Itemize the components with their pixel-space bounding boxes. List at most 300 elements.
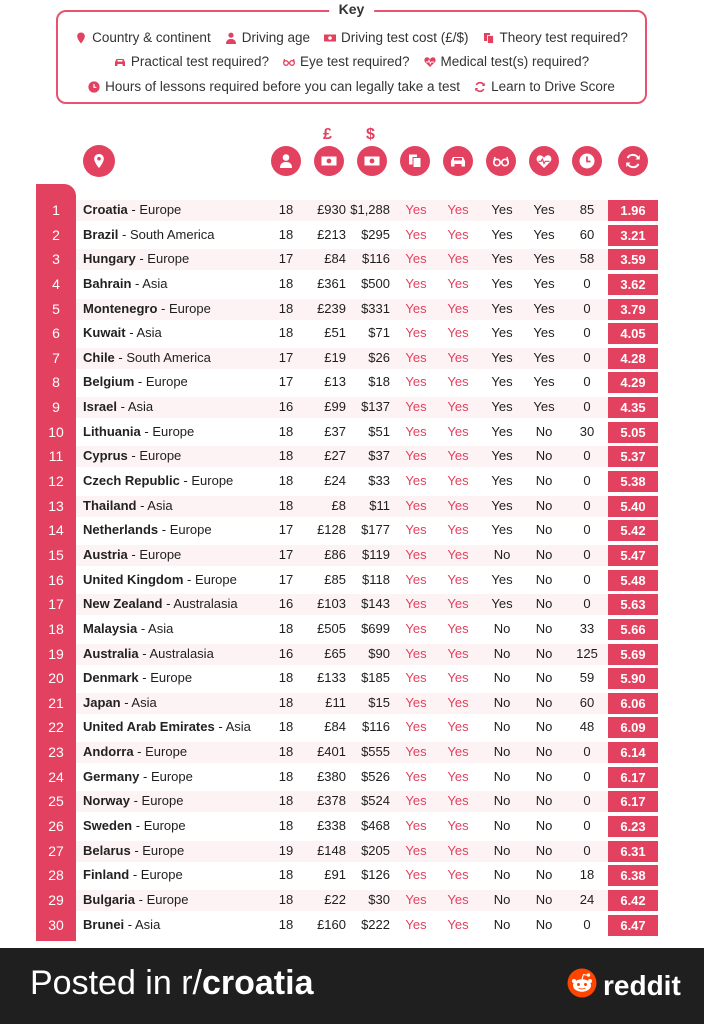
table-row	[36, 346, 666, 371]
country-name: Bahrain	[83, 275, 132, 291]
country-name: Chile	[83, 349, 115, 365]
gbp-cell: £401	[317, 744, 346, 760]
table-row	[36, 592, 666, 617]
eye-cell: No	[493, 916, 511, 932]
country-cell: Australia - Australasia	[83, 645, 214, 661]
rank-cell: 19	[48, 645, 64, 662]
score-cell: 4.05	[608, 323, 658, 344]
age-cell: 17	[278, 374, 294, 390]
country-name: Germany	[83, 768, 140, 784]
theory-cell: Yes	[405, 300, 427, 316]
practical-cell: Yes	[447, 374, 469, 390]
age-cell: 18	[278, 867, 294, 883]
rank-cell: 24	[48, 768, 64, 785]
rank-cell: 4	[52, 275, 60, 292]
table-row	[36, 223, 666, 248]
country-cell: Denmark - Europe	[83, 670, 193, 686]
rank-cell: 25	[48, 793, 64, 810]
eye-cell: No	[493, 620, 511, 636]
key-label: Country & continent	[92, 30, 211, 45]
rank-cell: 21	[48, 694, 64, 711]
age-cell: 18	[278, 620, 294, 636]
continent-name: Europe	[143, 818, 186, 834]
country-cell: Austria - Europe	[83, 546, 182, 562]
gbp-cell: £84	[324, 251, 346, 267]
usd-cell: $116	[362, 251, 390, 267]
hours-cell: 0	[583, 325, 591, 341]
country-name: Thailand	[83, 497, 137, 513]
country-name: Malaysia	[83, 620, 138, 636]
pound-symbol: £	[323, 126, 332, 143]
age-cell: 18	[278, 768, 294, 784]
continent-name: Australasia	[173, 596, 238, 612]
practical-cell: Yes	[447, 473, 469, 489]
theory-cell: Yes	[405, 374, 427, 390]
usd-cell: $555	[361, 744, 390, 760]
reddit-logo[interactable]	[567, 968, 681, 1003]
country-name: United Arab Emirates	[83, 719, 215, 735]
rank-cell: 14	[48, 522, 64, 539]
hours-cell: 0	[583, 522, 591, 538]
theory-cell: Yes	[405, 793, 427, 809]
usd-cell: $205	[361, 842, 390, 858]
hours-cell: 24	[579, 891, 595, 907]
gbp-cell: £37	[324, 423, 346, 439]
country-name: New Zealand	[83, 596, 163, 612]
theory-cell: Yes	[405, 916, 427, 932]
rank-cell: 7	[52, 349, 60, 366]
medical-cell: No	[535, 793, 553, 809]
medical-cell: No	[535, 768, 553, 784]
table-row	[36, 691, 666, 716]
country-cell: Bulgaria - Europe	[83, 891, 189, 907]
table-row	[36, 395, 666, 420]
key-label: Hours of lessons required before you can legally take a test	[105, 79, 461, 94]
continent-name: Asia	[136, 325, 162, 341]
medical-cell: Yes	[533, 374, 555, 390]
gbp-cell: £128	[317, 522, 346, 538]
table-row	[36, 814, 666, 839]
country-name: Andorra	[83, 744, 134, 760]
score-cell: 4.29	[608, 372, 658, 393]
country-name: Montenegro	[83, 300, 158, 316]
country-name: Croatia	[83, 202, 128, 217]
usd-cell: $524	[361, 793, 390, 809]
hours-cell: 0	[583, 842, 591, 858]
country-cell: Czech Republic - Europe	[83, 473, 234, 489]
heartbeat-icon	[424, 56, 436, 68]
eye-cell: No	[493, 793, 511, 809]
location-pin-icon	[75, 32, 87, 44]
theory-cell: Yes	[405, 818, 427, 834]
country-cell: Belgium - Europe	[83, 374, 188, 390]
rank-cell: 9	[52, 399, 60, 416]
age-cell: 18	[278, 670, 294, 686]
hours-cell: 125	[576, 645, 598, 661]
rank-cell: 11	[48, 448, 64, 465]
theory-cell: Yes	[405, 325, 427, 341]
key-item	[283, 54, 410, 69]
usd-cell: $71	[368, 325, 390, 341]
usd-cell: $51	[368, 423, 390, 439]
continent-name: Asia	[131, 694, 157, 710]
theory-cell: Yes	[405, 571, 427, 587]
usd-cell: $526	[361, 768, 390, 784]
theory-cell: Yes	[405, 423, 427, 439]
gbp-cell: £160	[317, 916, 346, 932]
medical-cell: No	[535, 546, 553, 562]
continent-name: Asia	[225, 719, 251, 735]
eye-cell: No	[493, 768, 511, 784]
medical-cell: Yes	[533, 399, 555, 415]
score-cell: 6.42	[608, 890, 658, 911]
country-cell: Kuwait - Asia	[83, 325, 162, 341]
usd-cell: $126	[361, 867, 390, 883]
hours-cell: 30	[579, 423, 595, 439]
practical-cell: Yes	[447, 694, 469, 710]
theory-cell: Yes	[405, 645, 427, 661]
theory-cell: Yes	[405, 251, 427, 267]
medical-cell: No	[535, 620, 553, 636]
eye-cell: No	[493, 645, 511, 661]
table-row	[36, 469, 666, 494]
theory-cell: Yes	[405, 670, 427, 686]
eye-cell: No	[493, 744, 511, 760]
eye-cell: No	[493, 546, 511, 562]
continent-name: Asia	[142, 275, 168, 291]
gbp-cell: £239	[317, 300, 346, 316]
gbp-cell: £338	[317, 818, 346, 834]
medical-cell: No	[535, 670, 553, 686]
hours-cell: 0	[583, 349, 591, 365]
country-cell: Japan - Asia	[83, 694, 157, 710]
eye-cell: No	[493, 867, 511, 883]
medical-cell: No	[535, 645, 553, 661]
hours-cell: 0	[583, 916, 591, 932]
gbp-cell: £91	[324, 867, 346, 883]
gbp-cell: £361	[317, 275, 346, 291]
theory-cell: Yes	[405, 891, 427, 907]
practical-cell: Yes	[447, 620, 469, 636]
score-cell: 5.37	[608, 446, 658, 467]
theory-cell: Yes	[405, 719, 427, 735]
hours-cell: 0	[583, 275, 591, 291]
posted-prefix: Posted in r/	[30, 964, 202, 1002]
country-cell: Belarus - Europe	[83, 842, 185, 858]
theory-cell: Yes	[405, 842, 427, 858]
score-cell: 5.38	[608, 471, 658, 492]
rank-cell: 2	[52, 226, 60, 243]
score-cell: 4.28	[608, 348, 658, 369]
country-cell: Croatia - Europe	[83, 202, 182, 217]
theory-cell: Yes	[405, 473, 427, 489]
age-cell: 18	[278, 448, 294, 464]
key-line-2	[58, 54, 645, 69]
eye-cell: Yes	[491, 571, 513, 587]
gbp-cell: £505	[317, 620, 346, 636]
heartbeat-icon	[529, 146, 559, 176]
practical-cell: Yes	[447, 891, 469, 907]
country-cell: Lithuania - Europe	[83, 423, 195, 439]
country-name: Lithuania	[83, 423, 141, 439]
table-row	[36, 715, 666, 740]
continent-name: Europe	[141, 793, 184, 809]
practical-cell: Yes	[447, 867, 469, 883]
eye-cell: Yes	[491, 226, 513, 242]
theory-cell: Yes	[405, 226, 427, 242]
country-cell: United Arab Emirates - Asia	[83, 719, 251, 735]
age-cell: 18	[278, 275, 294, 291]
country-name: Netherlands	[83, 522, 159, 538]
score-cell: 1.96	[608, 200, 658, 221]
medical-cell: Yes	[533, 325, 555, 341]
score-cell: 5.69	[608, 644, 658, 665]
table-row	[36, 297, 666, 322]
eye-cell: Yes	[491, 251, 513, 267]
medical-cell: Yes	[533, 226, 555, 242]
usd-cell: $468	[361, 818, 390, 834]
table-body	[36, 198, 666, 937]
medical-cell: No	[535, 423, 553, 439]
practical-cell: Yes	[447, 842, 469, 858]
score-cell: 5.40	[608, 496, 658, 517]
score-cell: 6.14	[608, 742, 658, 763]
eye-cell: No	[493, 891, 511, 907]
table-row	[36, 247, 666, 272]
rank-cell: 29	[48, 891, 64, 908]
table-row	[36, 543, 666, 568]
country-name: Cyprus	[83, 448, 128, 464]
hours-cell: 0	[583, 497, 591, 513]
continent-name: Europe	[145, 744, 188, 760]
score-cell: 4.35	[608, 397, 658, 418]
hours-cell: 58	[579, 251, 595, 267]
key-line-3	[58, 79, 645, 94]
medical-cell: Yes	[533, 275, 555, 291]
rank-cell: 20	[48, 670, 64, 687]
table-row	[36, 444, 666, 469]
usd-cell: $118	[362, 571, 390, 587]
subreddit-name[interactable]: croatia	[201, 964, 314, 1002]
refresh-icon	[474, 81, 486, 93]
gbp-cell: £11	[325, 694, 346, 710]
medical-cell: No	[535, 473, 553, 489]
age-cell: 18	[278, 300, 294, 316]
rank-cell: 10	[48, 423, 64, 440]
usd-cell: $500	[361, 275, 390, 291]
age-cell: 18	[278, 423, 294, 439]
practical-cell: Yes	[447, 818, 469, 834]
table-row	[36, 740, 666, 765]
usd-cell: $699	[361, 620, 390, 636]
key-label: Eye test required?	[299, 54, 410, 69]
score-cell: 6.23	[608, 816, 658, 837]
eye-cell: Yes	[491, 522, 513, 538]
eye-cell: Yes	[491, 497, 513, 513]
continent-name: Europe	[140, 867, 183, 883]
eye-cell: Yes	[491, 473, 513, 489]
usd-cell: $177	[361, 522, 390, 538]
age-cell: 18	[278, 226, 294, 242]
eye-cell: No	[493, 842, 511, 858]
hours-cell: 0	[583, 546, 591, 562]
medical-cell: Yes	[533, 202, 555, 217]
country-cell: Sweden - Europe	[83, 818, 186, 834]
eye-cell: Yes	[491, 325, 513, 341]
key-item	[474, 79, 615, 94]
hours-cell: 33	[579, 620, 595, 636]
medical-cell: No	[535, 719, 553, 735]
score-cell: 6.17	[608, 767, 658, 788]
age-cell: 18	[278, 891, 294, 907]
table-row	[36, 642, 666, 667]
theory-cell: Yes	[405, 448, 427, 464]
age-cell: 17	[278, 251, 294, 267]
country-cell: Bahrain - Asia	[83, 275, 168, 291]
continent-name: Europe	[169, 522, 212, 538]
age-cell: 18	[278, 325, 294, 341]
banknote-icon	[324, 32, 336, 44]
practical-cell: Yes	[447, 300, 469, 316]
table-row	[36, 789, 666, 814]
continent-name: Europe	[139, 202, 182, 217]
country-name: Norway	[83, 793, 130, 809]
age-cell: 18	[278, 202, 294, 217]
key-label: Practical test required?	[130, 54, 269, 69]
gbp-cell: £51	[324, 325, 346, 341]
table-row	[36, 666, 666, 691]
theory-cell: Yes	[405, 522, 427, 538]
country-cell: Brazil - South America	[83, 226, 215, 242]
age-cell: 17	[278, 522, 294, 538]
hours-cell: 60	[579, 694, 595, 710]
gbp-cell: £19	[324, 349, 346, 365]
score-cell: 3.21	[608, 225, 658, 246]
posted-in-text	[30, 964, 313, 1003]
table-row	[36, 518, 666, 543]
score-cell: 6.06	[608, 693, 658, 714]
rank-cell: 30	[48, 916, 64, 933]
key-item	[324, 30, 469, 45]
country-name: Hungary	[83, 251, 136, 267]
age-cell: 17	[278, 349, 294, 365]
continent-name: South America	[126, 349, 211, 365]
eye-cell: No	[493, 719, 511, 735]
theory-cell: Yes	[405, 768, 427, 784]
key-label: Theory test required?	[499, 30, 628, 45]
country-name: Brazil	[83, 226, 119, 242]
age-cell: 18	[278, 744, 294, 760]
table-row	[36, 765, 666, 790]
table-row	[36, 272, 666, 297]
continent-name: Europe	[142, 842, 185, 858]
rank-cell: 12	[48, 473, 64, 490]
gbp-cell: £103	[317, 596, 346, 612]
country-name: Japan	[83, 694, 121, 710]
country-cell: Cyprus - Europe	[83, 448, 182, 464]
country-name: Czech Republic	[83, 473, 180, 489]
medical-cell: No	[535, 694, 553, 710]
gbp-cell: £86	[324, 546, 346, 562]
key-title: Key	[329, 1, 375, 17]
hours-cell: 0	[583, 768, 591, 784]
practical-cell: Yes	[447, 226, 469, 242]
hours-cell: 0	[583, 399, 591, 415]
country-cell: Finland - Europe	[83, 867, 183, 883]
age-cell: 18	[278, 473, 294, 489]
theory-cell: Yes	[405, 694, 427, 710]
key-item	[88, 79, 460, 94]
continent-name: Asia	[147, 497, 173, 513]
theory-cell: Yes	[405, 497, 427, 513]
age-cell: 17	[278, 571, 294, 587]
key-item	[483, 30, 628, 45]
continent-name: Europe	[168, 300, 211, 316]
table-row	[36, 617, 666, 642]
hours-cell: 0	[583, 596, 591, 612]
country-cell: Chile - South America	[83, 349, 211, 365]
score-cell: 5.42	[608, 520, 658, 541]
age-cell: 18	[278, 916, 294, 932]
age-cell: 18	[278, 497, 294, 513]
country-name: Denmark	[83, 670, 139, 686]
usd-cell: $222	[361, 916, 390, 932]
usd-cell: $331	[361, 300, 390, 316]
medical-cell: No	[535, 744, 553, 760]
continent-name: Europe	[145, 374, 188, 390]
glasses-icon	[283, 56, 295, 68]
hours-cell: 0	[583, 300, 591, 316]
age-cell: 16	[278, 645, 294, 661]
score-cell: 3.59	[608, 249, 658, 270]
eye-cell: Yes	[491, 349, 513, 365]
age-cell: 17	[278, 546, 294, 562]
medical-cell: No	[535, 448, 553, 464]
gbp-cell: £65	[324, 645, 346, 661]
score-cell: 5.63	[608, 594, 658, 615]
country-cell: Hungary - Europe	[83, 251, 190, 267]
rank-cell: 1	[52, 202, 60, 218]
hours-cell: 0	[583, 448, 591, 464]
continent-name: Asia	[135, 916, 161, 932]
rank-cell: 22	[48, 719, 64, 736]
gbp-cell: £84	[324, 719, 346, 735]
theory-cell: Yes	[405, 546, 427, 562]
reddit-alien-icon	[567, 968, 597, 1003]
continent-name: Europe	[139, 546, 182, 562]
country-name: Belgium	[83, 374, 135, 390]
practical-cell: Yes	[447, 522, 469, 538]
country-name: Israel	[83, 399, 117, 415]
score-cell: 5.05	[608, 422, 658, 443]
continent-name: Europe	[152, 423, 195, 439]
score-cell: 6.17	[608, 791, 658, 812]
hours-cell: 18	[579, 867, 595, 883]
rank-cell: 5	[52, 300, 60, 317]
gbp-cell: £85	[324, 571, 346, 587]
gbp-cell: £13	[324, 374, 346, 390]
table-row	[36, 370, 666, 395]
practical-cell: Yes	[447, 497, 469, 513]
usd-cell: $37	[368, 448, 390, 464]
continent-name: Asia	[127, 399, 154, 415]
key-label: Learn to Drive Score	[491, 79, 615, 94]
table-row	[36, 321, 666, 346]
gbp-cell: £133	[317, 670, 346, 686]
medical-cell: No	[535, 916, 553, 932]
practical-cell: Yes	[447, 275, 469, 291]
continent-name: Asia	[148, 620, 174, 636]
